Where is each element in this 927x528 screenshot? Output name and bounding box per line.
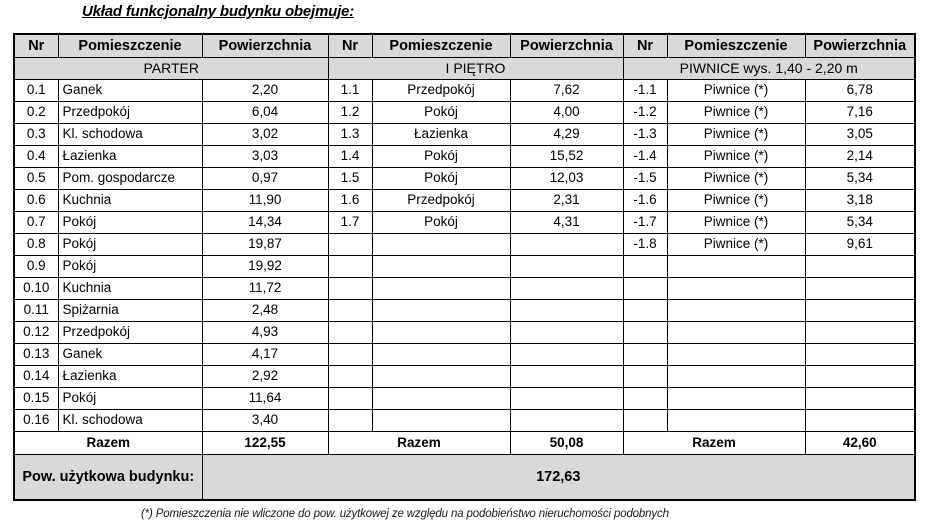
building-area-table bbox=[13, 33, 916, 501]
cell-area bbox=[805, 255, 915, 277]
cell-nr: 1.6 bbox=[328, 189, 372, 211]
totals-row bbox=[14, 431, 915, 454]
cell-nr: 0.14 bbox=[14, 365, 58, 387]
cell-area: 19,87 bbox=[202, 233, 328, 255]
cell-room: Kuchnia bbox=[58, 189, 202, 211]
cell-nr: 0.10 bbox=[14, 277, 58, 299]
cell-room: Kuchnia bbox=[58, 277, 202, 299]
cell-nr bbox=[328, 299, 372, 321]
cell-nr: -1.1 bbox=[623, 79, 667, 101]
cell-area: 11,64 bbox=[202, 387, 328, 409]
header-area-pietro: Powierzchnia bbox=[510, 34, 623, 57]
cell-room bbox=[667, 387, 805, 409]
header-nr-piwnice: Nr bbox=[623, 34, 667, 57]
cell-nr: -1.2 bbox=[623, 101, 667, 123]
table-row bbox=[14, 189, 915, 211]
cell-area: 4,29 bbox=[510, 123, 623, 145]
cell-nr bbox=[328, 387, 372, 409]
cell-nr bbox=[328, 255, 372, 277]
cell-area: 2,92 bbox=[202, 365, 328, 387]
header-area-piwnice: Powierzchnia bbox=[805, 34, 915, 57]
table-row bbox=[14, 343, 915, 365]
cell-nr: 0.1 bbox=[14, 79, 58, 101]
cell-room: Pokój bbox=[58, 255, 202, 277]
table-body bbox=[14, 57, 915, 500]
cell-room bbox=[372, 321, 510, 343]
cell-room: Spiżarnia bbox=[58, 299, 202, 321]
cell-area: 3,40 bbox=[202, 409, 328, 431]
cell-room: Piwnice (*) bbox=[667, 123, 805, 145]
header-nr-parter: Nr bbox=[14, 34, 58, 57]
cell-room: Pom. gospodarcze bbox=[58, 167, 202, 189]
cell-room: Kl. schodowa bbox=[58, 123, 202, 145]
cell-room: Piwnice (*) bbox=[667, 233, 805, 255]
cell-nr: 0.6 bbox=[14, 189, 58, 211]
cell-room: Łazienka bbox=[372, 123, 510, 145]
cell-area bbox=[510, 387, 623, 409]
cell-room: Przedpokój bbox=[58, 321, 202, 343]
cell-area: 2,31 bbox=[510, 189, 623, 211]
cell-nr: -1.7 bbox=[623, 211, 667, 233]
cell-area: 4,93 bbox=[202, 321, 328, 343]
cell-room bbox=[372, 255, 510, 277]
cell-area: 7,62 bbox=[510, 79, 623, 101]
cell-area: 6,78 bbox=[805, 79, 915, 101]
cell-area: 12,03 bbox=[510, 167, 623, 189]
cell-nr bbox=[623, 365, 667, 387]
cell-nr bbox=[328, 343, 372, 365]
table-row bbox=[14, 409, 915, 431]
table-row bbox=[14, 123, 915, 145]
cell-nr: -1.3 bbox=[623, 123, 667, 145]
cell-nr: -1.5 bbox=[623, 167, 667, 189]
total-value-2: 50,08 bbox=[510, 431, 623, 454]
cell-room bbox=[372, 277, 510, 299]
footnote: (*) Pomieszczenia nie wliczone do pow. użytkowej ze względu na podobieństwo nieruchomości podobnych bbox=[141, 508, 669, 520]
header-area-parter: Powierzchnia bbox=[202, 34, 328, 57]
cell-area bbox=[805, 321, 915, 343]
table-row bbox=[14, 255, 915, 277]
table-row bbox=[14, 145, 915, 167]
cell-area bbox=[510, 255, 623, 277]
header-room-piwnice: Pomieszczenie bbox=[667, 34, 805, 57]
cell-nr: 0.4 bbox=[14, 145, 58, 167]
cell-nr bbox=[623, 299, 667, 321]
cell-area bbox=[805, 343, 915, 365]
cell-room: Piwnice (*) bbox=[667, 79, 805, 101]
cell-area: 4,00 bbox=[510, 101, 623, 123]
cell-nr bbox=[328, 409, 372, 431]
cell-room bbox=[372, 365, 510, 387]
table-row bbox=[14, 211, 915, 233]
cell-area bbox=[805, 409, 915, 431]
cell-room: Piwnice (*) bbox=[667, 211, 805, 233]
cell-nr bbox=[623, 343, 667, 365]
cell-room bbox=[667, 255, 805, 277]
table-row bbox=[14, 233, 915, 255]
cell-nr bbox=[328, 233, 372, 255]
cell-nr bbox=[623, 387, 667, 409]
cell-area bbox=[805, 387, 915, 409]
header-room-pietro: Pomieszczenie bbox=[372, 34, 510, 57]
cell-room: Przedpokój bbox=[372, 189, 510, 211]
cell-room: Pokój bbox=[372, 211, 510, 233]
cell-nr bbox=[328, 277, 372, 299]
cell-nr: 0.13 bbox=[14, 343, 58, 365]
cell-area: 14,34 bbox=[202, 211, 328, 233]
cell-nr bbox=[328, 321, 372, 343]
cell-nr: 0.8 bbox=[14, 233, 58, 255]
cell-room: Ganek bbox=[58, 79, 202, 101]
cell-area: 2,48 bbox=[202, 299, 328, 321]
cell-room: Pokój bbox=[58, 211, 202, 233]
cell-room: Pokój bbox=[58, 387, 202, 409]
cell-nr: 0.9 bbox=[14, 255, 58, 277]
cell-nr: 0.5 bbox=[14, 167, 58, 189]
cell-area bbox=[510, 321, 623, 343]
table-row bbox=[14, 321, 915, 343]
cell-room: Piwnice (*) bbox=[667, 101, 805, 123]
cell-area bbox=[510, 277, 623, 299]
cell-nr: 1.5 bbox=[328, 167, 372, 189]
cell-area bbox=[510, 409, 623, 431]
cell-room bbox=[372, 387, 510, 409]
cell-nr: -1.6 bbox=[623, 189, 667, 211]
cell-nr: 0.7 bbox=[14, 211, 58, 233]
cell-nr bbox=[623, 277, 667, 299]
cell-room: Pokój bbox=[372, 167, 510, 189]
cell-room bbox=[372, 299, 510, 321]
cell-nr: -1.8 bbox=[623, 233, 667, 255]
total-value-3: 42,60 bbox=[805, 431, 915, 454]
header-room-parter: Pomieszczenie bbox=[58, 34, 202, 57]
page-title: Układ funkcjonalny budynku obejmuje: bbox=[82, 3, 354, 20]
cell-area: 0,97 bbox=[202, 167, 328, 189]
table-row bbox=[14, 365, 915, 387]
cell-area: 7,16 bbox=[805, 101, 915, 123]
cell-room: Przedpokój bbox=[372, 79, 510, 101]
table-row bbox=[14, 167, 915, 189]
table-row bbox=[14, 277, 915, 299]
table-row bbox=[14, 299, 915, 321]
cell-room bbox=[667, 409, 805, 431]
total-label-1: Razem bbox=[14, 431, 202, 454]
cell-area bbox=[805, 277, 915, 299]
grand-total-value: 172,63 bbox=[202, 454, 915, 500]
cell-area: 5,34 bbox=[805, 211, 915, 233]
cell-nr: 1.2 bbox=[328, 101, 372, 123]
cell-nr: 0.3 bbox=[14, 123, 58, 145]
cell-room bbox=[372, 233, 510, 255]
cell-nr: 0.2 bbox=[14, 101, 58, 123]
cell-nr bbox=[623, 255, 667, 277]
cell-room bbox=[667, 365, 805, 387]
cell-room: Piwnice (*) bbox=[667, 189, 805, 211]
cell-area: 11,90 bbox=[202, 189, 328, 211]
total-label-2: Razem bbox=[328, 431, 510, 454]
cell-area bbox=[510, 365, 623, 387]
cell-room bbox=[372, 343, 510, 365]
cell-nr: 1.3 bbox=[328, 123, 372, 145]
cell-area: 11,72 bbox=[202, 277, 328, 299]
table-row bbox=[14, 387, 915, 409]
cell-area: 15,52 bbox=[510, 145, 623, 167]
cell-nr: 0.16 bbox=[14, 409, 58, 431]
table-header bbox=[14, 34, 915, 57]
total-label-3: Razem bbox=[623, 431, 805, 454]
cell-area bbox=[510, 299, 623, 321]
cell-area: 3,03 bbox=[202, 145, 328, 167]
cell-room: Przedpokój bbox=[58, 101, 202, 123]
cell-area: 3,18 bbox=[805, 189, 915, 211]
cell-area: 3,02 bbox=[202, 123, 328, 145]
cell-nr bbox=[328, 365, 372, 387]
section-header-row bbox=[14, 57, 915, 79]
cell-nr: 1.4 bbox=[328, 145, 372, 167]
cell-area: 2,14 bbox=[805, 145, 915, 167]
cell-nr: 0.11 bbox=[14, 299, 58, 321]
section-title-1: PARTER bbox=[14, 57, 328, 79]
cell-area: 19,92 bbox=[202, 255, 328, 277]
cell-room: Łazienka bbox=[58, 365, 202, 387]
cell-nr: 1.7 bbox=[328, 211, 372, 233]
table-row bbox=[14, 79, 915, 101]
cell-room: Ganek bbox=[58, 343, 202, 365]
cell-area: 2,20 bbox=[202, 79, 328, 101]
cell-area bbox=[510, 343, 623, 365]
cell-area: 3,05 bbox=[805, 123, 915, 145]
cell-area: 9,61 bbox=[805, 233, 915, 255]
cell-nr: 0.12 bbox=[14, 321, 58, 343]
cell-room: Piwnice (*) bbox=[667, 167, 805, 189]
cell-area: 4,17 bbox=[202, 343, 328, 365]
cell-nr: -1.4 bbox=[623, 145, 667, 167]
cell-room bbox=[372, 409, 510, 431]
cell-room bbox=[667, 321, 805, 343]
cell-room: Kl. schodowa bbox=[58, 409, 202, 431]
cell-room: Pokój bbox=[372, 145, 510, 167]
section-title-2: I PIĘTRO bbox=[328, 57, 623, 79]
cell-area bbox=[510, 233, 623, 255]
grand-total-row bbox=[14, 454, 915, 500]
cell-nr: 0.15 bbox=[14, 387, 58, 409]
cell-room bbox=[667, 343, 805, 365]
header-row bbox=[14, 34, 915, 57]
cell-nr bbox=[623, 321, 667, 343]
cell-room: Pokój bbox=[372, 101, 510, 123]
cell-area: 6,04 bbox=[202, 101, 328, 123]
cell-nr bbox=[623, 409, 667, 431]
cell-room bbox=[667, 299, 805, 321]
total-value-1: 122,55 bbox=[202, 431, 328, 454]
cell-room: Pokój bbox=[58, 233, 202, 255]
cell-area bbox=[805, 299, 915, 321]
cell-nr: 1.1 bbox=[328, 79, 372, 101]
cell-area: 5,34 bbox=[805, 167, 915, 189]
cell-room: Piwnice (*) bbox=[667, 145, 805, 167]
table-row bbox=[14, 101, 915, 123]
section-title-3: PIWNICE wys. 1,40 - 2,20 m bbox=[623, 57, 915, 79]
header-nr-pietro: Nr bbox=[328, 34, 372, 57]
grand-total-label: Pow. użytkowa budynku: bbox=[14, 454, 202, 500]
cell-room bbox=[667, 277, 805, 299]
cell-room: Łazienka bbox=[58, 145, 202, 167]
cell-area: 4,31 bbox=[510, 211, 623, 233]
cell-area bbox=[805, 365, 915, 387]
